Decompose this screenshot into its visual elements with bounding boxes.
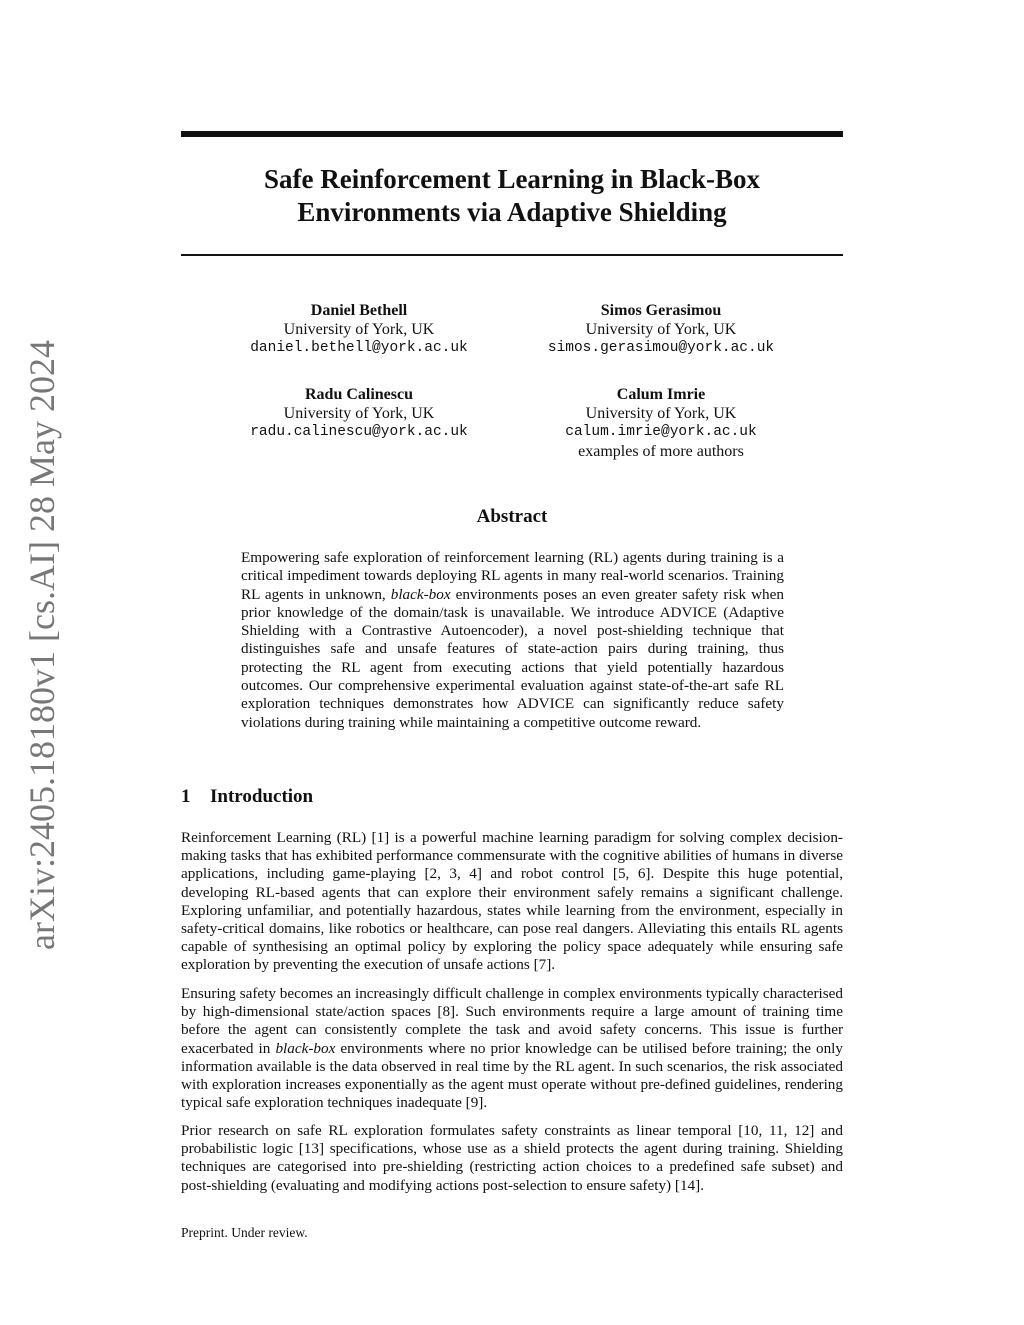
title-line-2: Environments via Adaptive Shielding: [297, 197, 727, 227]
author-email[interactable]: calum.imrie@york.ac.uk: [565, 424, 757, 440]
abstract-text-part-a: Empowering safe exploration of reinforcement learning (RL) agents during training is a critical impediment towards deploying RL agents in many real-world scenarios. Training RL agents in unknown,: [241, 549, 784, 603]
author-block-2: [511, 301, 811, 358]
author-affiliation: University of York, UK: [585, 321, 737, 338]
author-affiliation: University of York, UK: [585, 405, 737, 422]
abstract-heading: Abstract: [476, 506, 548, 527]
author-block-3: [209, 385, 509, 442]
paper-title: [181, 163, 843, 229]
author-affiliation: University of York, UK: [283, 321, 435, 338]
author-name: Calum Imrie: [616, 386, 706, 403]
title-top-rule: [181, 131, 843, 137]
paragraph-2-part-b: environments where no prior knowledge can be utilised before training; the only information available is the data observed in real time by the RL agent. In such scenarios, the risk associated with exploration increases exponentially as the agent must operate without pre-defined guidelines, rendering typical safe exploration techniques inadequate [9].: [181, 1039, 844, 1112]
author-name: Daniel Bethell: [310, 302, 408, 319]
abstract-text-part-b: environments poses an even greater safety risk when prior knowledge of the domain/task is unavailable. We introduce ADVICE (Adaptive Shielding with a Contrastive Autoencoder), a novel post-shielding technique that distinguishes safe and unsafe features of state-action pairs during training, thus protecting the RL agent from executing actions that yield potentially hazardous outcomes. Our comprehensive experimental evaluation against state-of-the-art safe RL exploration techniques demonstrates how ADVICE can significantly reduce safety violations during training while maintaining a competitive outcome reward.: [241, 585, 784, 731]
intro-paragraph-3: Prior research on safe RL exploration formulates safety constraints as linear temporal [10, 11, 12] and probabilistic logic [13] specifications, whose use as a shield protects the agent during training. Shielding techniques are categorised into pre-shielding (restricting action choices to a predefined safe subset) and post-shielding (evaluating and modifying actions post-selection to ensure safety) [14].: [181, 1122, 843, 1194]
abstract-emphasis: black-box: [390, 585, 451, 603]
footer-note: Preprint. Under review.: [181, 1225, 308, 1240]
arxiv-identifier: arXiv:2405.18180v1 [cs.AI] 28 May 2024: [22, 340, 62, 950]
title-line-1: Safe Reinforcement Learning in Black-Box: [264, 164, 760, 194]
author-affiliation: University of York, UK: [283, 405, 435, 422]
author-email[interactable]: simos.gerasimou@york.ac.uk: [547, 340, 775, 356]
intro-paragraph-1: Reinforcement Learning (RL) [1] is a powerful machine learning paradigm for solving complex decision-making tasks that has exhibited performance commensurate with the cognitive abilities of humans in diverse applications, including game-playing [2, 3, 4] and robot control [5, 6]. Despite this huge potential, developing RL-based agents that can explore their environment safely remains a significant challenge. Exploring unfamiliar, and potentially hazardous, states while learning from the environment, especially in safety-critical domains, like robotics or healthcare, can pose real dangers. Alleviating this entails RL agents capable of synthesising an optimal policy by exploring the policy space adequately while ensuring safe exploration by preventing the execution of unsafe actions [7].: [181, 829, 843, 974]
author-block-1: [209, 301, 509, 358]
section-number: 1: [181, 786, 191, 807]
author-block-4: [511, 385, 811, 461]
author-name: Radu Calinescu: [304, 386, 414, 403]
section-title: Introduction: [210, 786, 314, 807]
title-bottom-rule: [181, 254, 843, 256]
author-email[interactable]: radu.calinescu@york.ac.uk: [250, 424, 468, 440]
paragraph-2-part-a: Ensuring safety becomes an increasingly difficult challenge in complex environments typically characterised by high-dimensional state/action spaces [8]. Such environments require a large amount of training time before the agent can consistently complete the task and avoid safety concerns. This issue is further exacerbated in: [181, 985, 843, 1057]
author-extra-note: examples of more authors: [578, 443, 744, 460]
author-email[interactable]: daniel.bethell@york.ac.uk: [250, 340, 468, 356]
intro-paragraph-2: [181, 985, 843, 1112]
abstract-text: [241, 549, 784, 732]
author-name: Simos Gerasimou: [600, 302, 722, 319]
section-heading: [181, 786, 313, 808]
paragraph-2-emphasis: black-box: [275, 1039, 336, 1057]
